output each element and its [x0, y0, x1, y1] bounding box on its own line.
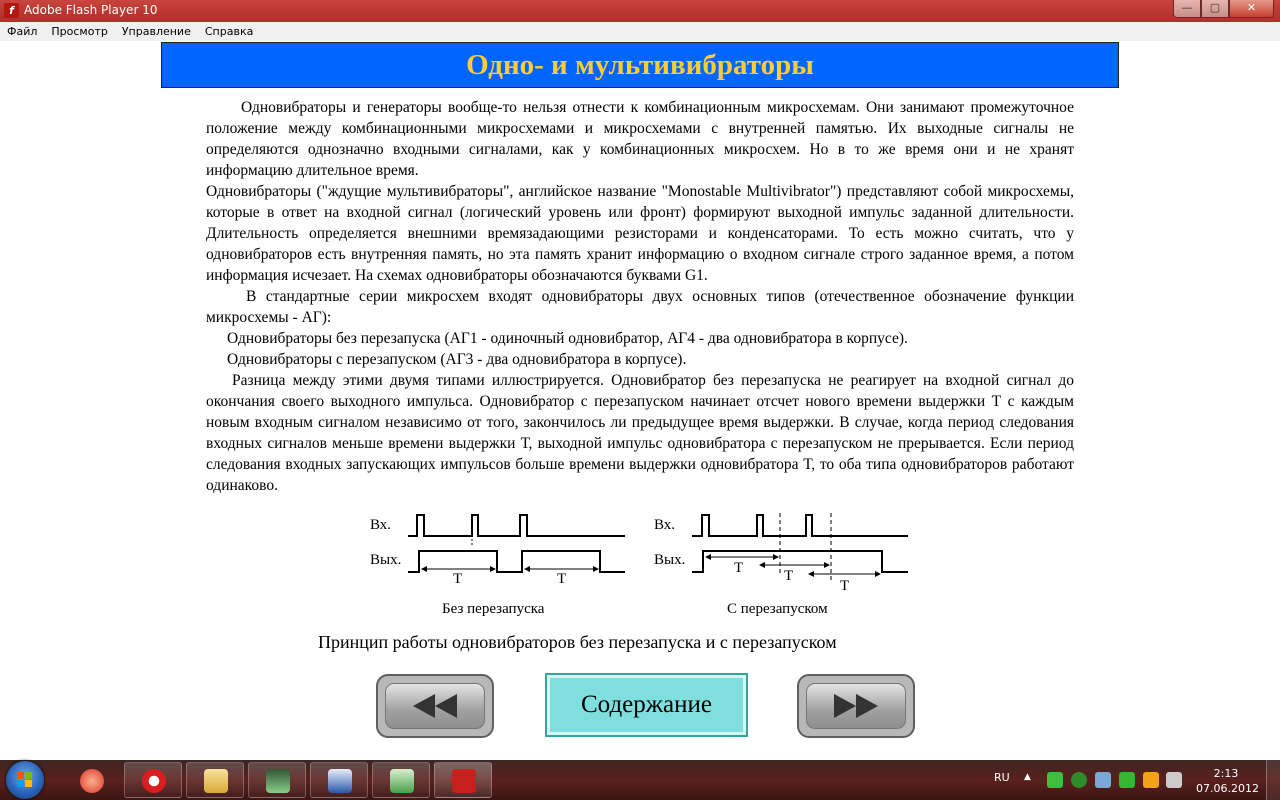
contents-button-label: Содержание — [581, 691, 712, 718]
contents-button[interactable] — [545, 673, 748, 737]
previous-page-button[interactable] — [376, 674, 494, 738]
input-signal-left — [408, 515, 625, 536]
show-desktop-button[interactable] — [1266, 760, 1280, 800]
page-title: Одно- и мультивибраторы — [466, 48, 814, 81]
tray-pause-icon[interactable] — [1143, 772, 1159, 788]
caption-without-retrigger: Без перезапуска — [442, 601, 545, 617]
input-label-left: Вх. — [370, 517, 392, 533]
window-title: Adobe Flash Player 10 — [24, 3, 158, 17]
list-item-no-retrigger: Одновибраторы без перезапуска (АГ1 - одиночный одновибратор, АГ4 - два одновибратора в корпусе). — [227, 330, 908, 347]
explorer-icon — [204, 769, 228, 793]
page-header — [161, 42, 1119, 88]
clock-date: 07.06.2012 — [1196, 782, 1259, 795]
start-button[interactable] — [6, 761, 44, 799]
output-label-left: Вых. — [370, 552, 402, 568]
output-signal-right — [692, 551, 908, 572]
clock-time: 2:13 — [1213, 767, 1239, 780]
tray-app-icon[interactable] — [1095, 772, 1111, 788]
menu-help[interactable]: Справка — [204, 25, 254, 38]
period-label-right-3: T — [840, 578, 850, 594]
input-label-right: Вх. — [654, 517, 676, 533]
minimize-button[interactable]: — — [1173, 0, 1201, 18]
period-label-right-2: T — [784, 568, 794, 584]
taskbar-app-flash[interactable] — [434, 762, 492, 798]
flash-app-icon: f — [4, 3, 19, 18]
list-item-retrigger: Одновибраторы с перезапуском (АГ3 - два одновибратора в корпусе). — [227, 351, 687, 368]
period-label-left-1: T — [453, 571, 463, 587]
tray-expand-icon[interactable]: ▲ — [1024, 772, 1031, 782]
tray-volume-icon[interactable] — [1166, 772, 1182, 788]
menu-bar — [0, 22, 1280, 41]
rewind-icon — [410, 691, 460, 721]
windows-logo-icon — [17, 772, 33, 788]
paragraph-difference: Разница между этими двумя типами иллюстрируется. Одновибратор без перезапуска не реагирует на входной сигнал до окончания своего выходного импульса. Одновибратор с перезапуском начинает отсчет нового времени выдержки Т с каждым новым входным сигналом независимо от того, закончилось ли предыдущее время выдержки. В случае, когда период следования входных сигналов меньше времени выдержки Т, выходной импульс одновибратора с перезапуском не прерывается. Если период следования входных запускающих импульсов больше времени выдержки одновибратора Т, то оба типа одновибраторов работают одинаково. — [206, 372, 1074, 494]
ie-icon — [80, 769, 104, 793]
paragraph-monostable: Одновибраторы ("ждущие мультивибраторы", английское название "Monostable Multivibrator") представляют собой микросхемы, которые в ответ на входной сигнал (логический уровень или фронт) формируют выходной импульс заданной длительности. Длительность определяется внешними времязадающими резисторами и конденсаторами. То есть можно считать, что у одновибраторов есть внутренняя память, но эта память хранит информацию о входном сигнале строго заданное время, а потом информация исчезает. На схемах одновибраторы обозначаются буквами G1. — [206, 183, 1074, 284]
language-indicator[interactable]: RU — [994, 771, 1010, 784]
next-page-button[interactable] — [797, 674, 915, 738]
flash-icon — [452, 769, 476, 793]
tray-utorrent-icon[interactable] — [1071, 772, 1087, 788]
figure-caption: Принцип работы одновибраторов без перезапуска и с перезапуском — [318, 632, 837, 652]
taskbar-app-ie[interactable] — [62, 762, 120, 798]
article-text — [206, 97, 1074, 496]
tray-icq-icon[interactable] — [1119, 772, 1135, 788]
task-manager-icon — [266, 769, 290, 793]
menu-view[interactable]: Просмотр — [51, 25, 108, 38]
taskbar-app-word[interactable] — [310, 762, 368, 798]
input-signal-right — [692, 515, 908, 536]
taskbar-app-task-manager[interactable] — [248, 762, 306, 798]
word-icon — [328, 769, 352, 793]
taskbar — [0, 760, 1280, 800]
paragraph-intro: Одновибраторы и генераторы вообще-то нельзя отнести к комбинационным микросхемам. Они занимают промежуточное положение между комбинационными микросхемами и микросхемами с внутренней памятью. Их выходные сигналы не определяются однозначно входными сигналами, как у комбинационных микросхем. Но в то же время они и не хранят информацию длительное время. — [206, 99, 1074, 179]
taskbar-app-explorer[interactable] — [186, 762, 244, 798]
caption-with-retrigger: С перезапуском — [727, 601, 828, 617]
timing-diagram — [360, 505, 920, 620]
tray-network-icon[interactable] — [1047, 772, 1063, 788]
period-label-left-2: T — [557, 571, 567, 587]
output-label-right: Вых. — [654, 552, 686, 568]
close-button[interactable]: ✕ — [1229, 0, 1274, 18]
recycle-icon — [390, 769, 414, 793]
period-label-right-1: T — [734, 560, 744, 576]
menu-file[interactable]: Файл — [7, 25, 38, 38]
taskbar-app-opera[interactable] — [124, 762, 182, 798]
window-title-bar[interactable] — [0, 0, 1280, 22]
forward-icon — [831, 691, 881, 721]
paragraph-types: В стандартные серии микросхем входят одновибраторы двух основных типов (отечественное обозначение функции микросхемы - АГ): — [206, 288, 1074, 326]
menu-control[interactable]: Управление — [121, 25, 191, 38]
opera-icon — [142, 769, 166, 793]
system-clock[interactable] — [1196, 766, 1259, 796]
maximize-button[interactable]: ▢ — [1201, 0, 1229, 18]
taskbar-app-recycle[interactable] — [372, 762, 430, 798]
